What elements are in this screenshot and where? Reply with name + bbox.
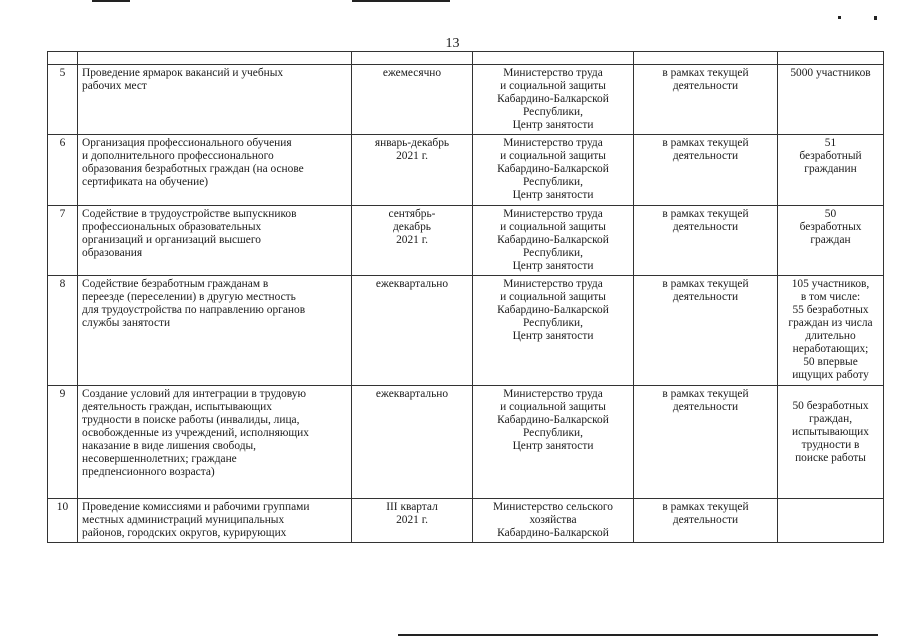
executor-cell (473, 386, 634, 499)
text-line: профессиональных образовательных (82, 221, 262, 233)
row-number-cell: 8 (48, 276, 78, 386)
text-line: Проведение ярмарок вакансий и учебных (82, 67, 284, 79)
text-line: организаций и организаций высшего (82, 234, 261, 246)
source-cell (634, 386, 778, 499)
text-line: Кабардино-Балкарской (497, 304, 609, 316)
row-number-cell: 6 (48, 135, 78, 206)
text-line: Центр занятости (512, 440, 594, 452)
text-line: в рамках текущей (662, 388, 749, 400)
text-line: ежемесячно (382, 67, 442, 79)
text-line: трудности в (801, 439, 860, 451)
text-line: январь-декабрь (374, 137, 450, 149)
text-line: безработный (799, 150, 862, 162)
event-cell (78, 499, 352, 543)
scan-artifact-top-center (352, 0, 450, 2)
text-line: деятельности (672, 80, 739, 92)
result-cell (778, 499, 884, 543)
text-line: ежеквартально (375, 388, 449, 400)
text-line: деятельности (672, 291, 739, 303)
text-line: Создание условий для интеграции в трудовую (82, 388, 306, 400)
text-line: Кабардино-Балкарской (497, 93, 609, 105)
text-line: деятельности (672, 514, 739, 526)
deadline-cell (352, 499, 473, 543)
text-line: в рамках текущей (662, 67, 749, 79)
scan-artifact-bottom-right (398, 634, 878, 636)
source-cell (634, 499, 778, 543)
deadline-cell (352, 65, 473, 135)
text-line: Министерство сельского (493, 501, 613, 513)
text-line: переезде (переселении) в другую местность (82, 291, 296, 303)
text-line: Министерство труда (503, 208, 603, 220)
text-line: поиске работы (795, 452, 866, 464)
table-row (48, 499, 884, 543)
text-line: и дополнительного профессионального (82, 150, 274, 162)
row-number-cell: 5 (48, 65, 78, 135)
text-line: сертификата на обучение) (82, 176, 209, 188)
text-line: деятельности (672, 221, 739, 233)
text-line: 50 впервые (803, 356, 858, 368)
text-line: III квартал (386, 501, 438, 513)
text-line: в рамках текущей (662, 278, 749, 290)
text-line: и социальной защиты (500, 80, 606, 92)
table-row (48, 135, 884, 206)
text-line: и социальной защиты (500, 401, 606, 413)
text-line: наказание в виде лишения свободы, (82, 440, 257, 452)
text-line: в рамках текущей (662, 208, 749, 220)
header-cell (778, 52, 884, 65)
text-line: Проведение комиссиями и рабочими группами (82, 501, 310, 513)
text-line: деятельности (672, 401, 739, 413)
text-line: безработных (799, 221, 862, 233)
event-cell (78, 65, 352, 135)
text-line: Организация профессионального обучения (82, 137, 292, 149)
text-line: Республики, (523, 106, 583, 118)
text-line: предпенсионного возраста) (82, 466, 215, 478)
header-cell (473, 52, 634, 65)
event-cell (78, 135, 352, 206)
executor-cell (473, 65, 634, 135)
text-line: 50 безработных (792, 400, 869, 412)
measures-table (47, 51, 884, 543)
source-cell (634, 135, 778, 206)
text-line: граждан, (808, 413, 853, 425)
deadline-cell (352, 386, 473, 499)
text-line: 2021 г. (396, 514, 428, 526)
result-cell (778, 386, 884, 499)
text-line: гражданин (804, 163, 857, 175)
scan-artifact-top-right-tick (874, 16, 877, 20)
row-number-cell: 9 (48, 386, 78, 499)
deadline-cell (352, 135, 473, 206)
text-line: трудности в поиске работы (инвалиды, лица, (82, 414, 300, 426)
text-line: 105 участников, (791, 278, 870, 290)
text-line: 50 (824, 208, 837, 220)
event-cell (78, 386, 352, 499)
result-cell (778, 206, 884, 276)
text-line: Содействие в трудоустройстве выпускников (82, 208, 297, 220)
text-line: Центр занятости (512, 330, 594, 342)
header-cell (78, 52, 352, 65)
text-line: граждан (810, 234, 851, 246)
text-line: Центр занятости (512, 189, 594, 201)
table-row (48, 386, 884, 499)
text-line: образования безработных граждан (на основе (82, 163, 304, 175)
text-line: Центр занятости (512, 119, 594, 131)
text-line: в том числе: (800, 291, 861, 303)
text-line: Кабардино-Балкарской (497, 234, 609, 246)
measures-table-body (48, 52, 884, 543)
deadline-cell (352, 206, 473, 276)
table-header-strip (48, 52, 884, 65)
text-line: Министерство труда (503, 67, 603, 79)
text-line: Республики, (523, 176, 583, 188)
text-line: Кабардино-Балкарской (497, 163, 609, 175)
table-row (48, 65, 884, 135)
header-cell (634, 52, 778, 65)
text-line: 51 (824, 137, 837, 149)
source-cell (634, 65, 778, 135)
text-line: местных администраций муниципальных (82, 514, 285, 526)
text-line: 5000 участников (790, 67, 871, 79)
executor-cell (473, 276, 634, 386)
text-line: 2021 г. (396, 234, 428, 246)
text-line: 2021 г. (396, 150, 428, 162)
text-line: образования (82, 247, 143, 259)
table-row (48, 276, 884, 386)
text-line: и социальной защиты (500, 150, 606, 162)
text-line: испытывающих (792, 426, 869, 438)
text-line: ищущих работу (792, 369, 869, 381)
text-line: в рамках текущей (662, 137, 749, 149)
text-line: деятельность граждан, испытывающих (82, 401, 272, 413)
text-line: несовершеннолетних; граждане (82, 453, 237, 465)
text-line: и социальной защиты (500, 221, 606, 233)
event-cell (78, 206, 352, 276)
header-cell (48, 52, 78, 65)
row-number-cell: 10 (48, 499, 78, 543)
executor-cell (473, 135, 634, 206)
text-line: хозяйства (529, 514, 577, 526)
text-line: Центр занятости (512, 260, 594, 272)
scan-artifact-top-left (92, 0, 130, 2)
text-line: районов, городских округов, курирующих (82, 527, 287, 539)
header-cell (352, 52, 473, 65)
text-line: длительно (805, 330, 856, 342)
text-line: 55 безработных (792, 304, 869, 316)
row-number-cell: 7 (48, 206, 78, 276)
text-line: Республики, (523, 317, 583, 329)
text-line: Республики, (523, 247, 583, 259)
page-number: 13 (445, 36, 460, 51)
text-line: ежеквартально (375, 278, 449, 290)
text-line: Министерство труда (503, 137, 603, 149)
result-cell (778, 135, 884, 206)
executor-cell (473, 499, 634, 543)
executor-cell (473, 206, 634, 276)
event-cell (78, 276, 352, 386)
text-line: декабрь (393, 221, 431, 233)
text-line: Кабардино-Балкарской (497, 414, 609, 426)
table-row (48, 206, 884, 276)
text-line: неработающих; (792, 343, 869, 355)
text-line: для трудоустройства по направлению органов (82, 304, 306, 316)
deadline-cell (352, 276, 473, 386)
text-line: в рамках текущей (662, 501, 749, 513)
text-line: Министерство труда (503, 388, 603, 400)
source-cell (634, 206, 778, 276)
text-line: рабочих мест (82, 80, 147, 92)
source-cell (634, 276, 778, 386)
text-line: Республики, (523, 427, 583, 439)
text-line: деятельности (672, 150, 739, 162)
text-line: сентябрь- (388, 208, 436, 220)
text-line: граждан из числа (788, 317, 873, 329)
text-line: службы занятости (82, 317, 171, 329)
text-line: Кабардино-Балкарской (497, 527, 609, 539)
text-line: освобожденные из учреждений, исполняющих (82, 427, 309, 439)
result-cell (778, 65, 884, 135)
text-line: и социальной защиты (500, 291, 606, 303)
scan-artifact-top-right-dot (838, 16, 841, 19)
text-line: Министерство труда (503, 278, 603, 290)
text-line: Содействие безработным гражданам в (82, 278, 269, 290)
result-cell (778, 276, 884, 386)
